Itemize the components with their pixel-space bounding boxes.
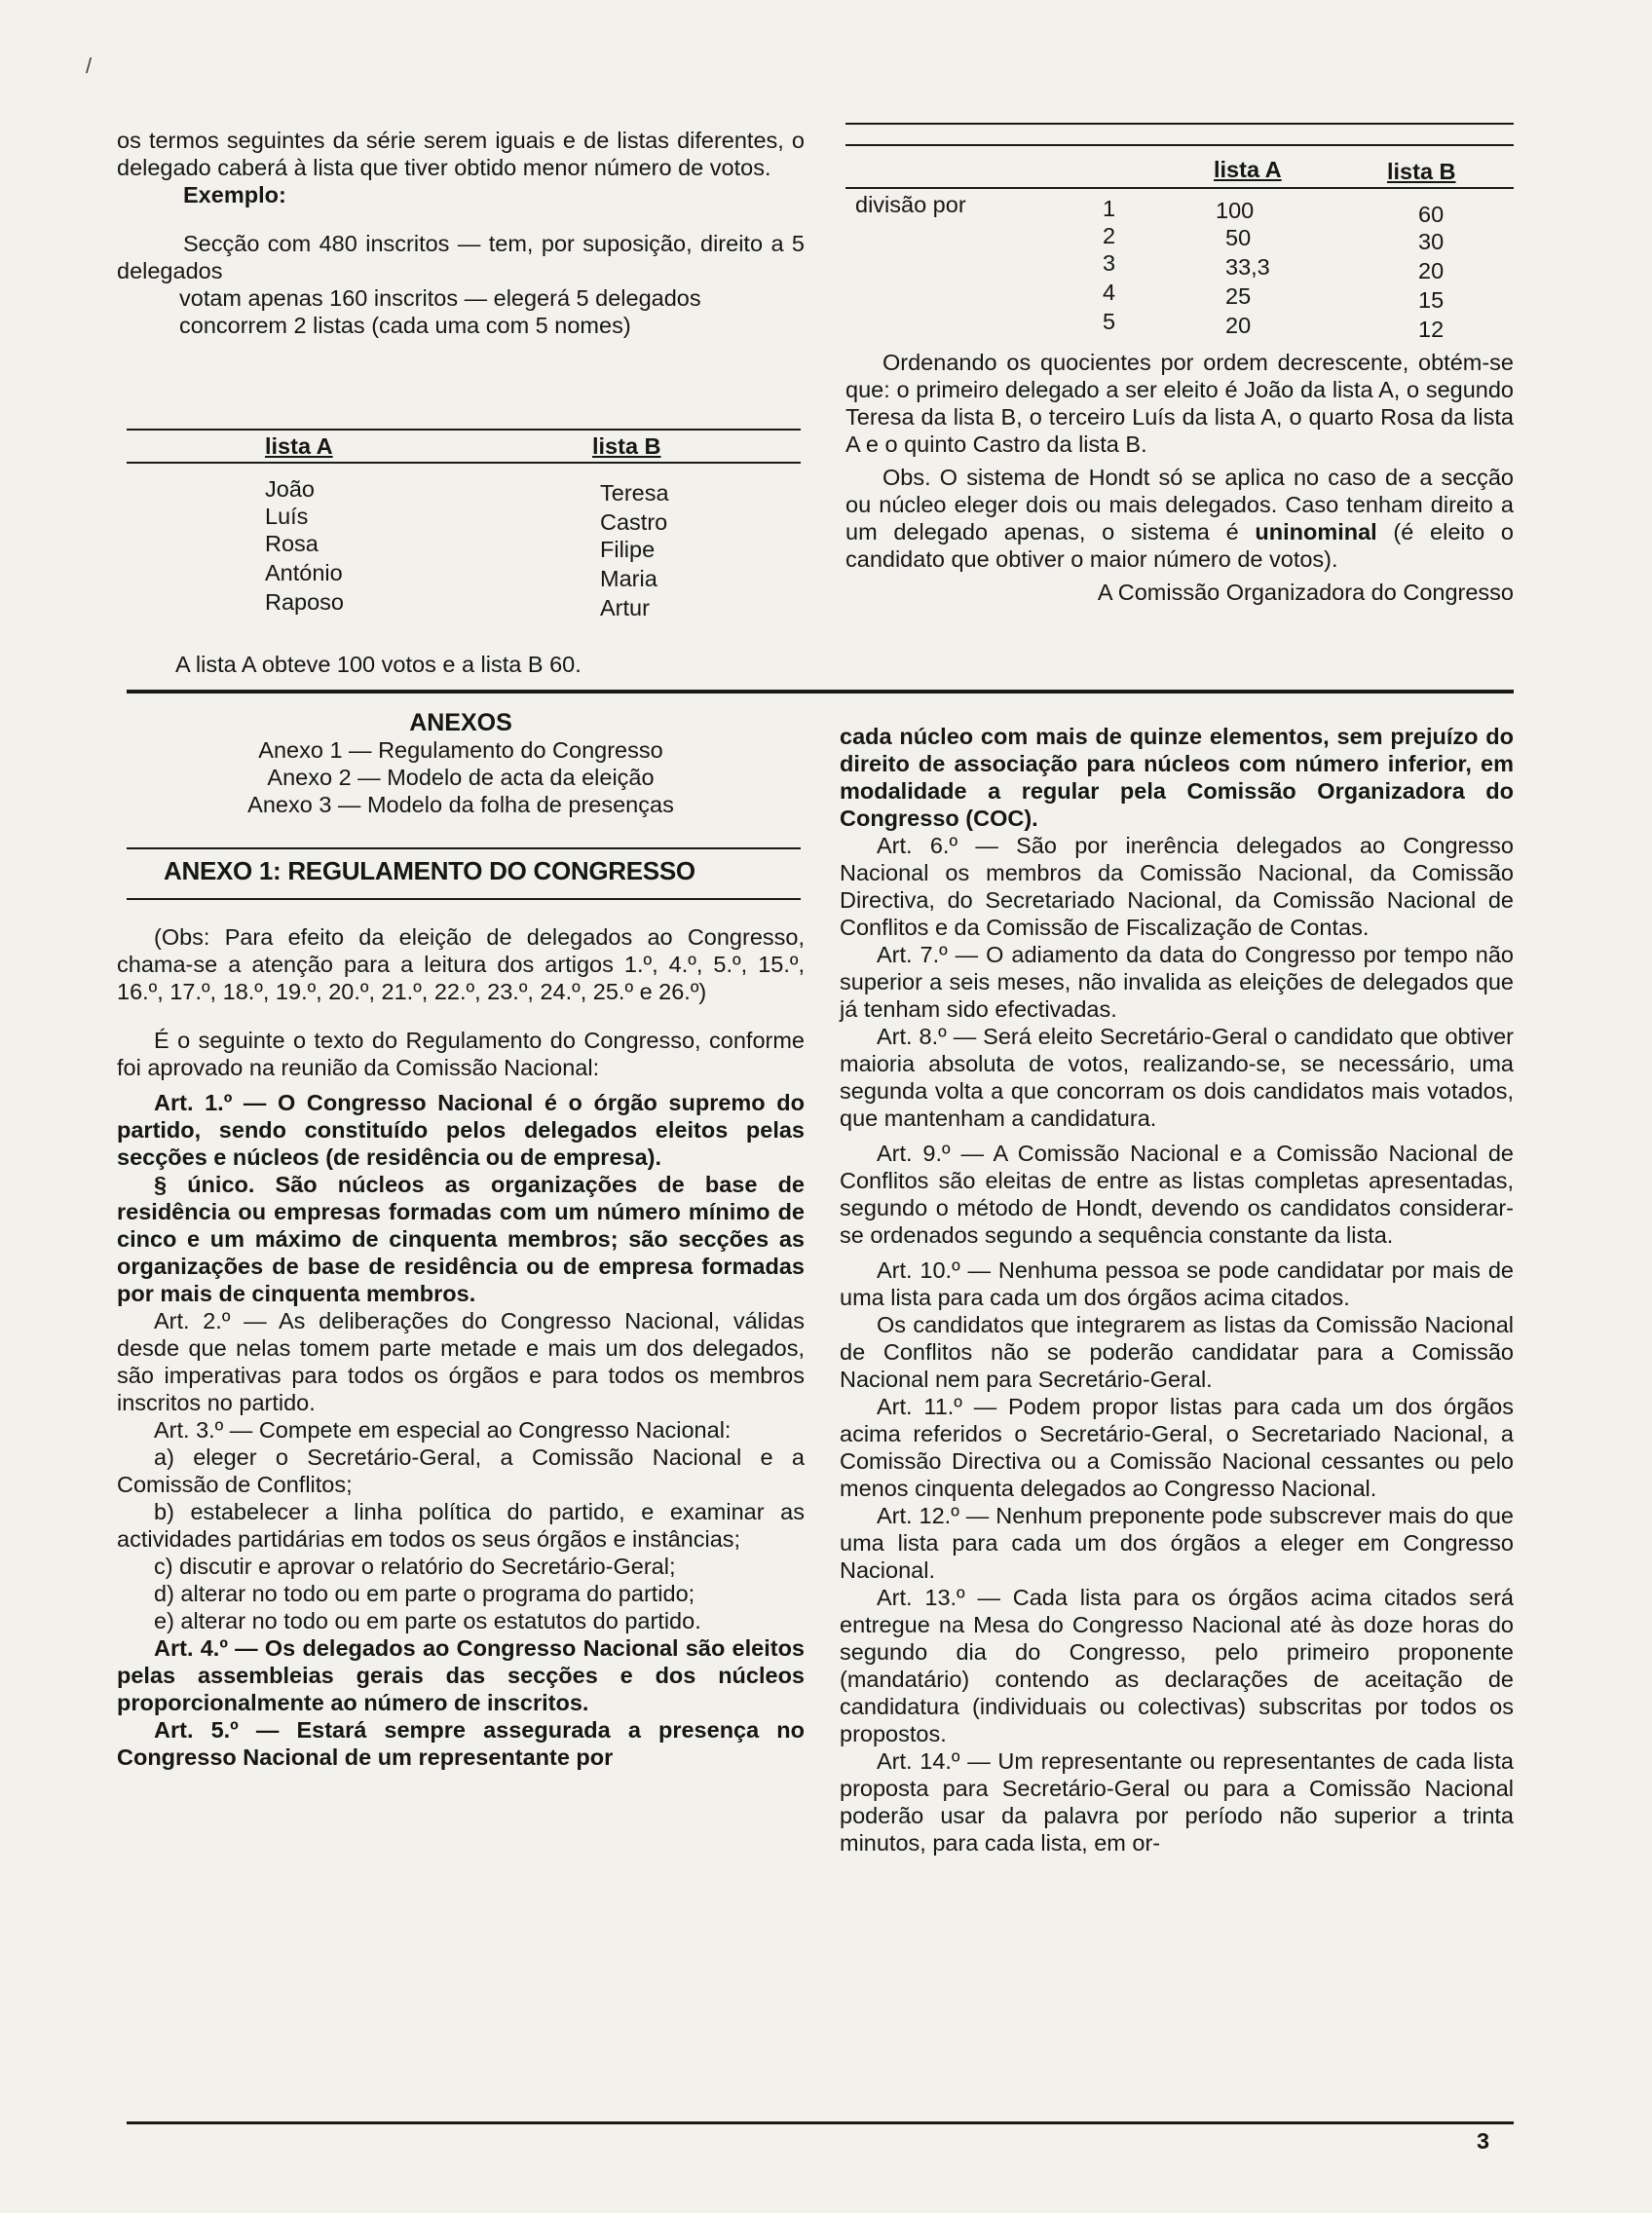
continuation-paragraph: os termos seguintes da série serem iguais e de listas diferentes, o delegado caberá à lista que tiver obtido menor número de votos. xyxy=(117,128,805,180)
ordering-paragraph: Ordenando os quocientes por ordem decrescente, obtém-se que: o primeiro delegado a ser eleito é João da lista A, o segundo Teresa da lista B, o terceiro Luís da lista A, o quarto Rosa da lista A e o quinto Castro da lista B. xyxy=(845,350,1514,457)
article-1: Art. 1.º — O Congresso Nacional é o órgão supremo do partido, sendo constituído pelos delegados eleitos pelas secções e núcleos (de residência ou de empresa). xyxy=(117,1090,805,1170)
article-2: Art. 2.º — As deliberações do Congresso Nacional, válidas desde que nelas tomem parte metade e mais um dos delegados, são imperativas para todos os órgãos e para todos os membros inscritos no partido. xyxy=(117,1308,805,1415)
table-cell: Castro xyxy=(600,509,668,535)
bottom-left-column xyxy=(117,709,805,818)
regulation-right-column xyxy=(840,723,1514,1857)
section-divider xyxy=(127,690,1514,694)
column-header-lista-a: lista A xyxy=(1214,157,1282,182)
anexo-item: Anexo 1 — Regulamento do Congresso xyxy=(258,737,663,763)
intro-paragraph: É o seguinte o texto do Regulamento do Congresso, conforme foi aprovado na reunião da Comissão Nacional: xyxy=(117,1028,805,1080)
signature: A Comissão Organizadora do Congresso xyxy=(1097,580,1514,605)
votes-line: A lista A obteve 100 votos e a lista B 60. xyxy=(175,652,582,677)
anexos-title: ANEXOS xyxy=(409,709,512,736)
table-cell: 20 xyxy=(1418,258,1445,283)
row-label: divisão por xyxy=(855,192,966,217)
hondt-table xyxy=(845,146,1514,341)
anexo1-title: ANEXO 1: REGULAMENTO DO CONGRESSO xyxy=(164,856,695,885)
article-3-item: a) eleger o Secretário-Geral, a Comissão Nacional e a Comissão de Conflitos; xyxy=(117,1444,805,1497)
article-5-continued: cada núcleo com mais de quinze elementos, sem prejuízo do direito de associação para núcleos com número inferior, em modalidade a regular pela Comissão Organizadora do Congresso (COC). xyxy=(840,724,1514,831)
column-header-lista-b: lista B xyxy=(592,433,661,459)
article-6: Art. 6.º — São por inerência delegados ao Congresso Nacional os membros da Comissão Nacional, da Comissão Directiva, do Secretariado Nacional, da Comissão Nacional de Conflitos e da Comissão de Fiscalização de Contas. xyxy=(840,833,1514,940)
article-3-item: b) estabelecer a linha política do partido, e examinar as actividades partidárias em todos os seus órgãos e instâncias; xyxy=(117,1499,805,1552)
rule xyxy=(127,847,801,849)
table-cell: 33,3 xyxy=(1225,254,1270,280)
paragraph-unico: § único. São núcleos as organizações de base de residência ou empresas formadas com um número mínimo de cinco e um máximo de cinquenta membros; são secções as organizações de base de residência ou de empresa formadas por mais de cinquenta membros. xyxy=(117,1172,805,1306)
article-5: Art. 5.º — Estará sempre assegurada a presença no Congresso Nacional de um representante por xyxy=(117,1717,805,1770)
table-cell: Teresa xyxy=(600,480,669,506)
footer-rule xyxy=(127,2121,1514,2124)
table-cell: 20 xyxy=(1225,313,1252,338)
article-13: Art. 13.º — Cada lista para os órgãos acima citados será entregue na Mesa do Congresso Nacional até às doze horas do segundo dia do Congresso, pelo primeiro proponente (mandatário) contendo as declarações de aceitação de candidatura (individuais ou colectivas) subscritas por todos os propostos. xyxy=(840,1585,1514,1746)
top-left-column xyxy=(117,127,805,339)
regulation-left-column xyxy=(117,923,805,1771)
article-3-item: e) alterar no todo ou em parte os estatutos do partido. xyxy=(154,1608,701,1633)
rule xyxy=(845,123,1514,125)
anexo-item: Anexo 2 — Modelo de acta da eleição xyxy=(267,765,655,790)
article-3: Art. 3.º — Compete em especial ao Congresso Nacional: xyxy=(154,1417,732,1443)
table-cell: 25 xyxy=(1225,283,1252,309)
table-cell: 1 xyxy=(1103,196,1116,221)
article-10: Art. 10.º — Nenhuma pessoa se pode candidatar por mais de uma lista para cada um dos órgãos acima citados. xyxy=(840,1257,1514,1310)
article-12: Art. 12.º — Nenhum preponente pode subscrever mais do que uma lista para cada um dos órgãos a eleger em Congresso Nacional. xyxy=(840,1503,1514,1583)
top-right-column xyxy=(845,349,1514,606)
example-line-1: Secção com 480 inscritos — tem, por suposição, direito a 5 delegados xyxy=(117,231,805,283)
article-3-item: c) discutir e aprovar o relatório do Secretário-Geral; xyxy=(154,1554,676,1579)
table-cell: João xyxy=(265,476,315,502)
article-10-b: Os candidatos que integrarem as listas da Comissão Nacional de Conflitos não se poderão candidatar para a Comissão Nacional nem para Secretário-Geral. xyxy=(840,1312,1514,1392)
table-cell: Raposo xyxy=(265,589,344,615)
table-cell: 12 xyxy=(1418,317,1445,342)
table-cell: Filipe xyxy=(600,537,656,562)
article-4: Art. 4.º — Os delegados ao Congresso Nacional são eleitos pelas assembleias gerais das secções e dos núcleos proporcionalmente ao número de inscritos. xyxy=(117,1635,805,1715)
article-7: Art. 7.º — O adiamento da data do Congresso por tempo não superior a seis meses, não invalida as eleições de delegados que já tenham sido efectivadas. xyxy=(840,942,1514,1022)
corner-mark: / xyxy=(86,54,93,78)
candidate-table xyxy=(127,431,801,655)
obs-paragraph: Obs. O sistema de Hondt só se aplica no caso de a secção ou núcleo eleger dois ou mais delegados. Caso tenham direito a um delegado apenas, o sistema é uninominal (é eleito o candidato que obtiver o maior número de votos). xyxy=(845,465,1514,572)
table-cell: 3 xyxy=(1103,250,1116,276)
table-cell: 100 xyxy=(1216,198,1255,223)
table-cell: 60 xyxy=(1418,202,1445,227)
example-line-2: votam apenas 160 inscritos — elegerá 5 delegados xyxy=(179,285,701,311)
anexos-block xyxy=(117,709,805,818)
table-cell: 50 xyxy=(1225,225,1252,250)
column-header-lista-b: lista B xyxy=(1387,159,1456,184)
column-header-lista-a: lista A xyxy=(265,433,333,459)
table-cell: António xyxy=(265,560,343,585)
article-3-item: d) alterar no todo ou em parte o programa do partido; xyxy=(154,1581,695,1606)
table-cell: 30 xyxy=(1418,229,1445,254)
table-cell: 15 xyxy=(1418,287,1445,313)
example-line-3: concorrem 2 listas (cada uma com 5 nomes) xyxy=(179,313,631,338)
article-8: Art. 8.º — Será eleito Secretário-Geral o candidato que obtiver maioria absoluta de votos, realizando-se, se necessário, uma segunda volta a que concorram os dois candidatos mais votados, que mantenham a candidatura. xyxy=(840,1024,1514,1131)
obs-note: (Obs: Para efeito da eleição de delegados ao Congresso, chama-se a atenção para a leitura dos artigos 1.º, 4.º, 5.º, 15.º, 16.º, 17.º, 18.º, 19.º, 20.º, 21.º, 22.º, 23.º, 24.º, 25.º e 26.º) xyxy=(117,924,805,1004)
article-11: Art. 11.º — Podem propor listas para cada um dos órgãos acima referidos o Secretário-Geral, o Secretariado Nacional, a Comissão Directiva ou a Comissão Nacional cessantes ou pelo menos cinquenta delegados ao Congresso Nacional. xyxy=(840,1394,1514,1501)
table-cell: 4 xyxy=(1103,280,1116,305)
table-cell: Artur xyxy=(600,595,650,620)
anexo-item: Anexo 3 — Modelo da folha de presenças xyxy=(247,792,674,817)
table-cell: 2 xyxy=(1103,223,1116,248)
exemplo-label: Exemplo: xyxy=(183,182,286,207)
page-number: 3 xyxy=(1477,2128,1490,2154)
article-9: Art. 9.º — A Comissão Nacional e a Comissão Nacional de Conflitos são eleitas de entre as listas completas apresentadas, segundo o método de Hondt, devendo os candidatos considerar-se ordenados segundo a sequência constante da lista. xyxy=(840,1141,1514,1248)
table-cell: 5 xyxy=(1103,309,1116,334)
rule xyxy=(127,898,801,900)
table-cell: Rosa xyxy=(265,531,319,556)
table-cell: Luís xyxy=(265,504,309,529)
article-14: Art. 14.º — Um representante ou representantes de cada lista proposta para Secretário-Geral ou para a Comissão Nacional poderão usar da palavra por período não superior a trinta minutos, para cada lista, em or- xyxy=(840,1748,1514,1856)
table-cell: Maria xyxy=(600,566,657,591)
